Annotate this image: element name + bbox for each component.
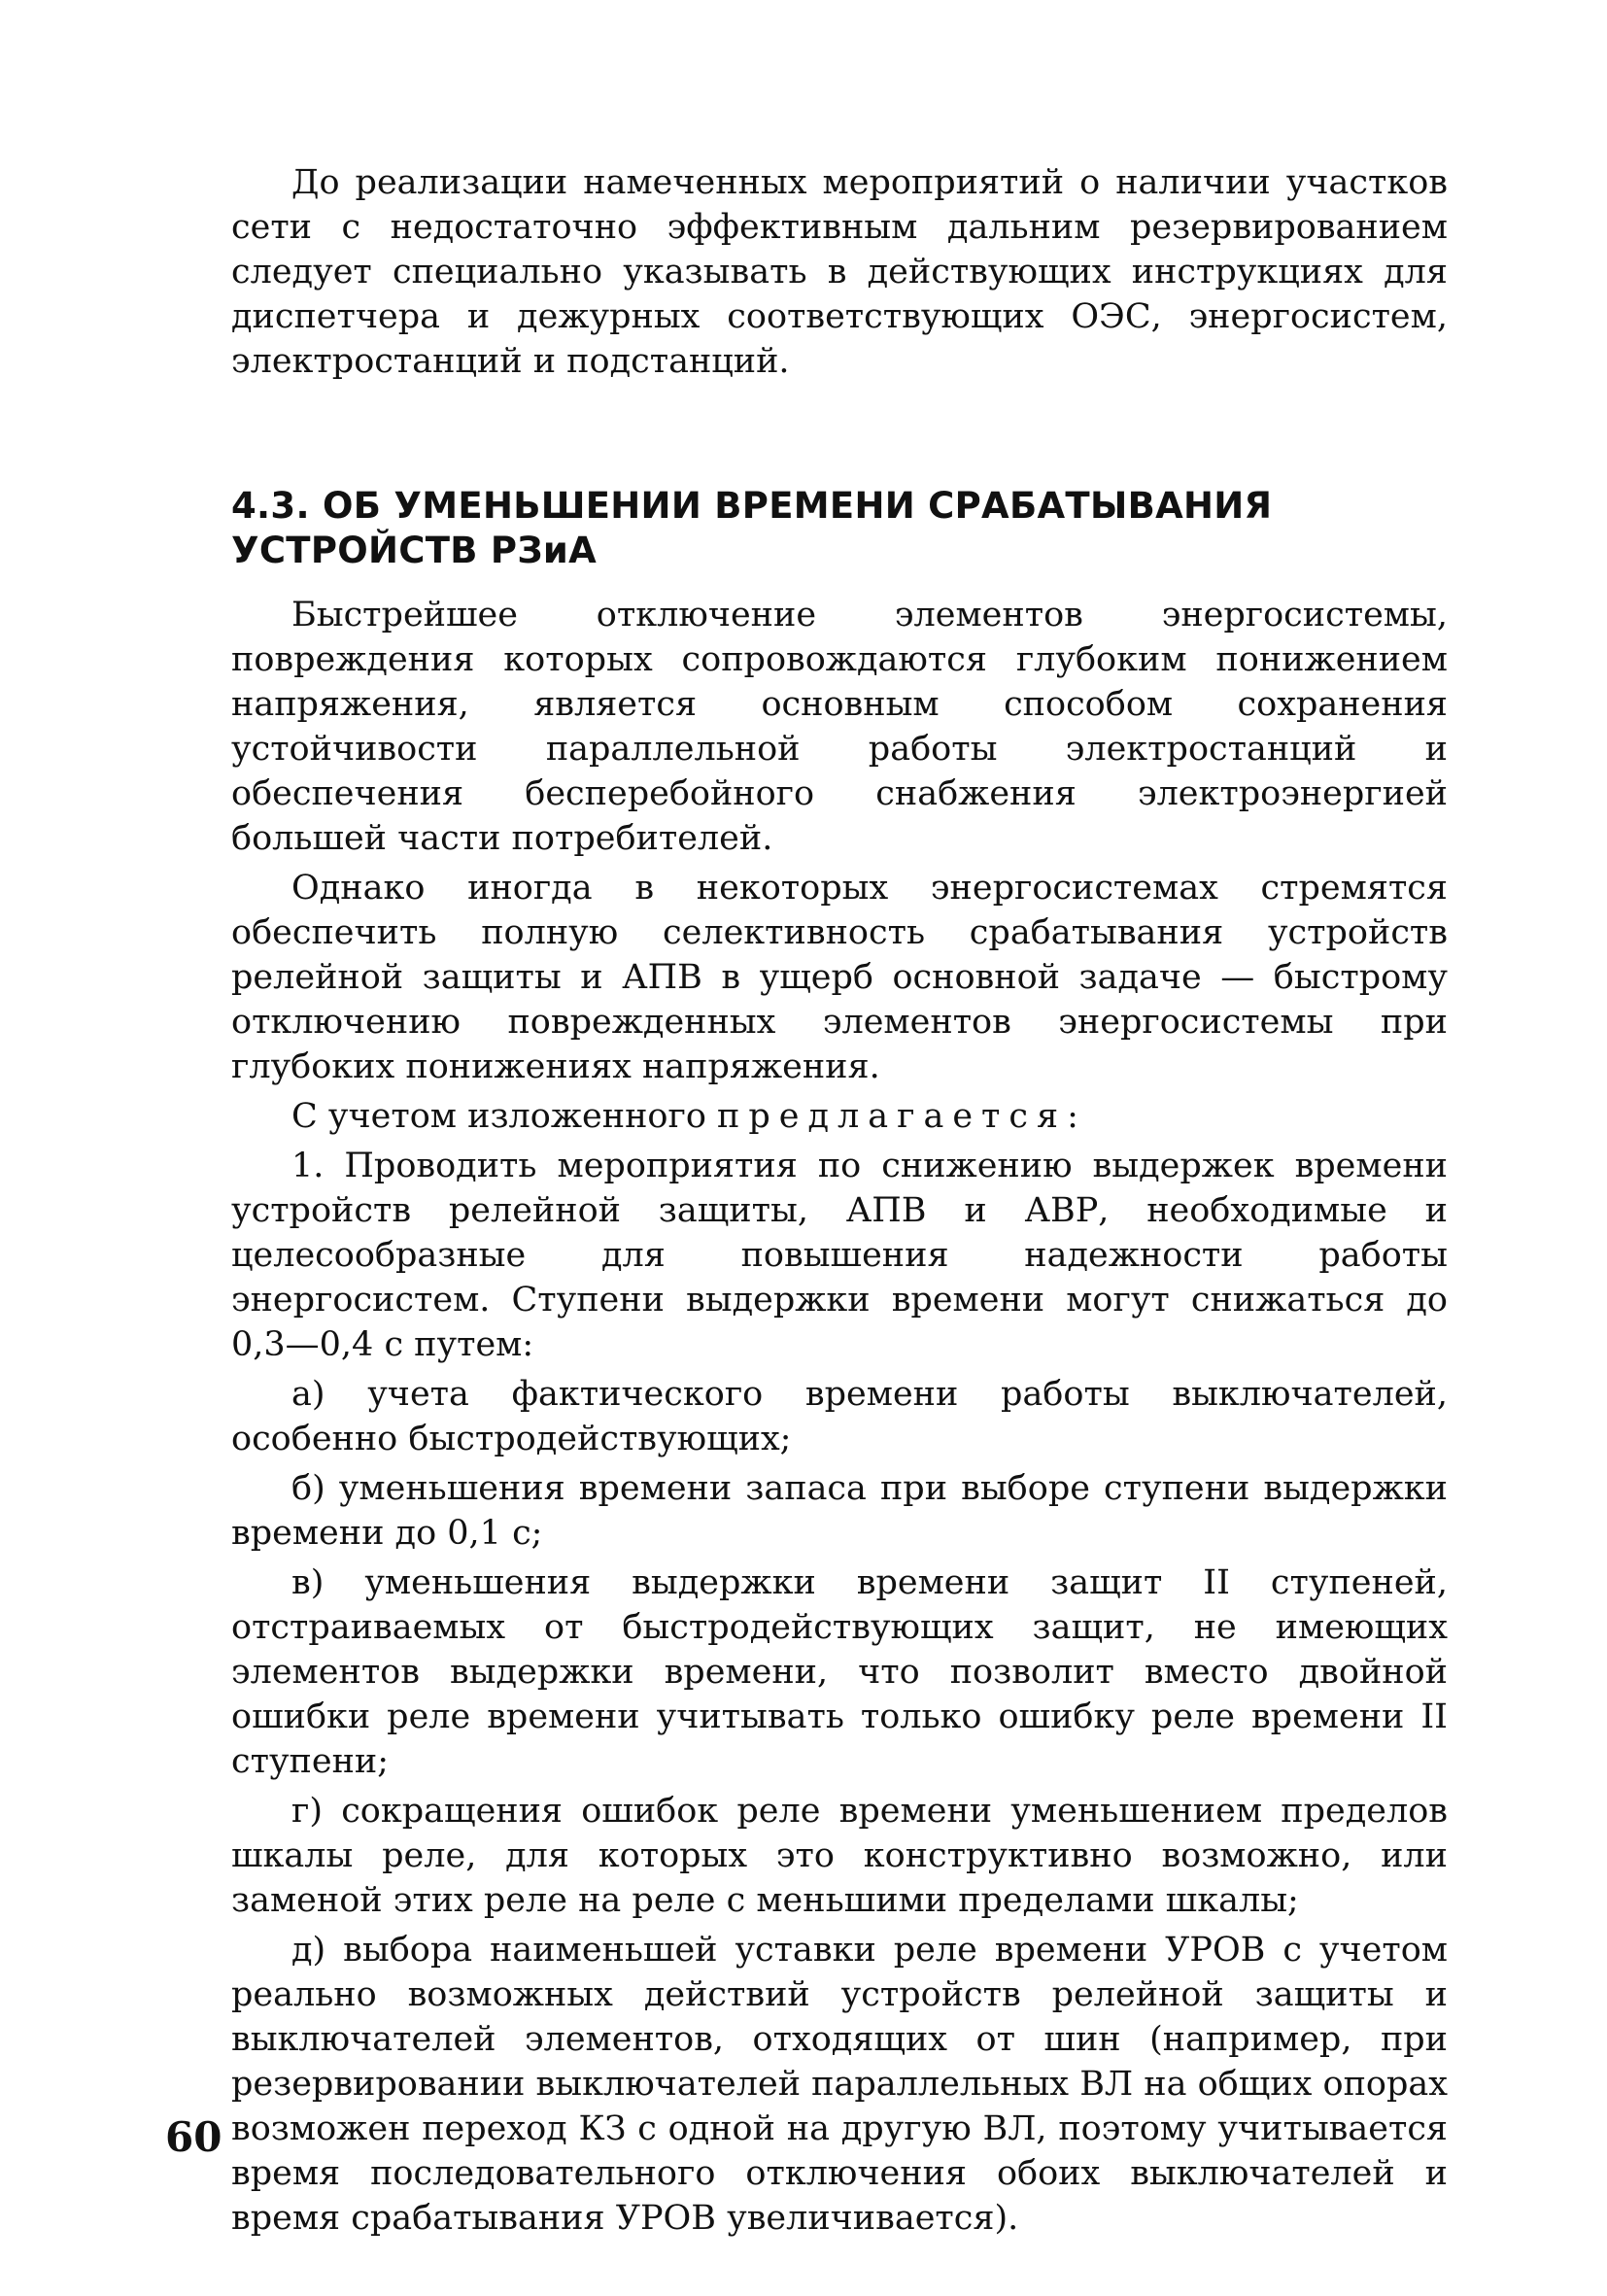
section-heading-line2: УСТРОЙСТВ РЗиА [231,530,598,571]
section-heading-line1: 4.3. ОБ УМЕНЬШЕНИИ ВРЕМЕНИ СРАБАТЫВАНИЯ [231,485,1273,527]
section-paragraph-1: Быстрейшее отключение элементов энергосистемы, повреждения которых сопровождаются глубоким понижением напряжения, является основным способом сохранения устойчивости параллельной работы электростанций и обеспечения бесперебойного снабжения электроэнергией большей части потребителей. [231,596,1448,858]
list-item-v: в) уменьшения выдержки времени защит II ступеней, отстраиваемых от быстродействующих защит, не имеющих элементов выдержки времени, что позволит вместо двойной ошибки реле времени учитывать только ошибку реле времени II ступени; [231,1563,1448,1781]
section-spacer [231,384,1448,484]
list-item-a: а) учета фактического времени работы выключателей, особенно быстродействующих; [231,1375,1448,1458]
intro-paragraph: До реализации намеченных мероприятий о наличии участков сети с недостаточно эффективным дальним резервированием следует специально указывать в действующих инструкциях для диспетчера и дежурных соответствующих ОЭС, энергосистем, электростанций и подстанций. [231,163,1448,381]
proposal-line [231,1094,1448,1139]
list-item-b: б) уменьшения времени запаса при выборе ступени выдержки времени до 0,1 с; [231,1469,1448,1553]
list-item-g: г) сокращения ошибок реле времени уменьшением пределов шкалы реле, для которых это конструктивно возможно, или заменой этих реле на реле с меньшими пределами шкалы; [231,1792,1448,1920]
page-number: 60 [165,2113,222,2161]
proposal-prefix: С учетом изложенного [291,1097,706,1136]
list-item-1: 1. Проводить мероприятия по снижению выдержек времени устройств релейной защиты, АПВ и АВР, необходимые и целесообразные для повышения надежности работы энергосистем. Ступени выдержки времени могут снижаться до 0,3—0,4 с путем: [231,1147,1448,1364]
list-item-d: д) выбора наименьшей уставки реле времени УРОВ с учетом реально возможных действий устройств релейной защиты и выключателей элементов, отходящих от шин (например, при резервировании выключателей параллельных ВЛ на общих опорах возможен переход КЗ с одной на другую ВЛ, поэтому учитывается время последовательного отключения обоих выключателей и время срабатывания УРОВ увеличивается). [231,1931,1448,2238]
proposal-suffix: : [1067,1097,1078,1136]
proposal-word: предлагается [717,1097,1068,1136]
page-body [231,160,1448,2241]
section-heading [231,484,1448,573]
section-paragraph-2: Однако иногда в некоторых энергосистемах стремятся обеспечить полную селективность срабатывания устройств релейной защиты и АПВ в ущерб основной задаче — быстрому отключению поврежденных элементов энергосистемы при глубоких понижениях напряжения. [231,869,1448,1086]
